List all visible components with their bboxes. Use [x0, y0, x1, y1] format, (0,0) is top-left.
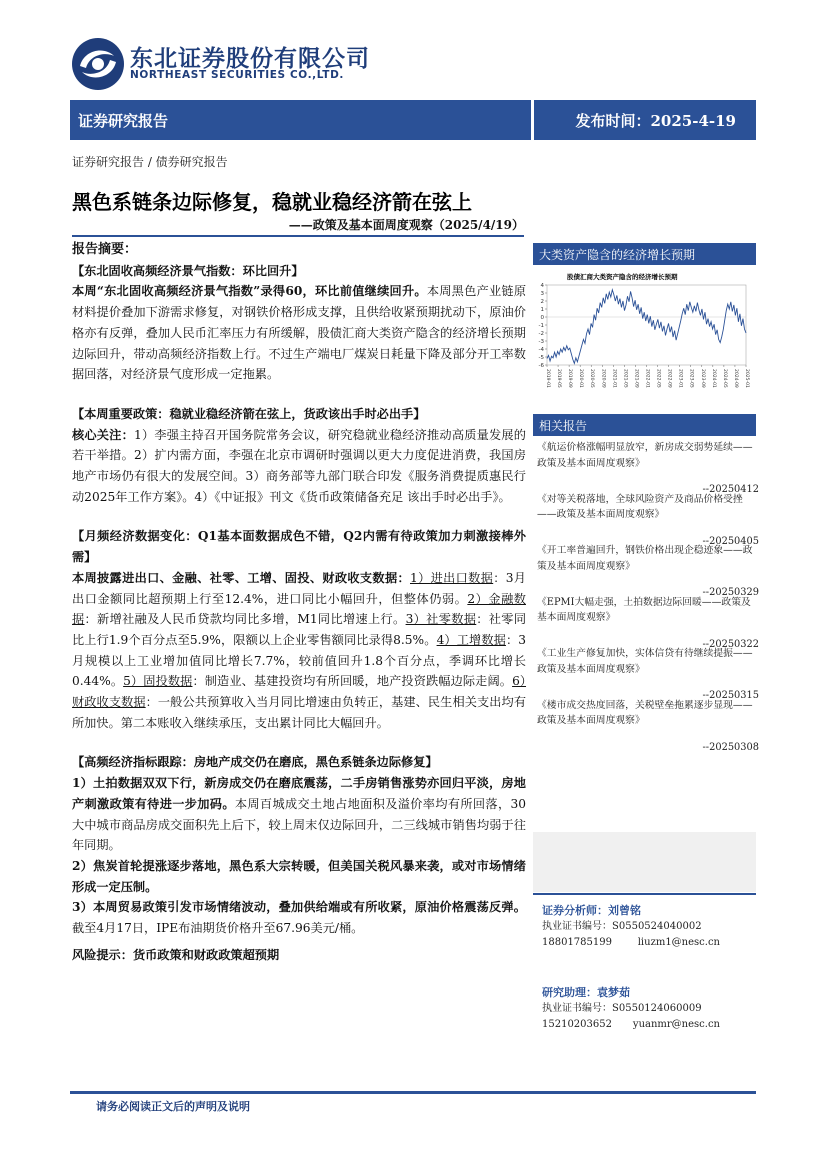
- x-tick-label: 2020-09: [600, 369, 606, 388]
- assistant-contact: [542, 1017, 720, 1033]
- section-heading: 【月频经济数据变化：Q1基本面数据成色不错，Q2内需有待政策加力刺激接棒外需】: [72, 529, 526, 565]
- chart-header: 大类资产隐含的经济增长预期: [533, 243, 756, 265]
- assistant-name: 研究助理：袁梦茹: [542, 986, 630, 999]
- section-body: [72, 568, 526, 734]
- page-subtitle: ——政策及基本面周度观察（2025/4/19）: [288, 218, 524, 232]
- x-tick-label: 2023-09: [699, 369, 705, 388]
- assistant-cert: 执业证书编号：S0550124060009: [542, 1003, 702, 1014]
- data-link: 4）工增数据: [436, 632, 506, 647]
- analyst-name: 证券分析师：刘曾铭: [542, 904, 641, 917]
- body-text: ：3月出口金额同比超预期上行至12.4%，进口同比小幅回升，但整体仍弱。: [72, 570, 526, 606]
- related-report-title[interactable]: 《楼市成交热度回落，关税壁垒拖累逐步显现——政策及基本面周度观察》: [537, 699, 753, 726]
- y-tick-label: -4: [538, 347, 544, 353]
- x-tick-label: 2021-09: [633, 369, 639, 388]
- publish-date: 发布时间：2025-4-19: [575, 112, 736, 130]
- data-link: 6）财政收支数据: [72, 674, 527, 710]
- key-point: 1）土拍数据双双下行，新房成交仍在磨底震荡，二手房销售涨势亦回归平淡，房地产刺激政策有待进一步加码。: [72, 776, 526, 811]
- section-body: [72, 425, 526, 508]
- x-tick-label: 2024-01: [710, 369, 716, 388]
- analyst-contact: [542, 935, 720, 951]
- risk-warning: [72, 945, 526, 966]
- key-point: 3）本周贸易政策引发市场情绪波动，叠加供给端或有所收紧，原油价格震荡反弹。: [72, 900, 526, 915]
- section-body: [72, 773, 526, 856]
- y-tick-label: 2: [540, 299, 544, 305]
- report-type: 证券研究报告: [78, 112, 169, 130]
- analyst-phone: 18801785199: [542, 937, 612, 948]
- x-tick-label: 2022-09: [666, 369, 672, 388]
- disclaimer-link[interactable]: 请务必阅读正文后的声明及说明: [96, 1100, 250, 1113]
- brand-name-cn: 东北证券股份有限公司: [130, 46, 370, 72]
- related-report-title[interactable]: 《EPMI大幅走强，土拍数据边际回暖——政策及基本面周度观察》: [537, 596, 751, 623]
- related-report-title[interactable]: 《工业生产修复加快，实体信贷有待继续提振——政策及基本面周度观察》: [537, 648, 753, 675]
- body-text: ：社零同比上行1.9个百分点至5.9%，限额以上企业零售额同比录得8.5%。: [72, 612, 527, 647]
- data-link: 2）金融数据: [72, 591, 526, 627]
- related-report-title[interactable]: 《开工率普遍回升，钢铁价格出现企稳迹象——政策及基本面周度观察》: [537, 545, 753, 572]
- related-report-date: --20250405: [702, 535, 759, 547]
- chart-frame: [547, 285, 746, 365]
- data-link: 1）进出口数据: [410, 570, 494, 585]
- key-point: 核心关注：: [72, 427, 134, 442]
- body-text: ：3月规模以上工业增加值同比增长7.7%，较前值回升1.8个百分点，季调环比增长0.44%。: [72, 632, 526, 689]
- abstract-title: 报告摘要：: [72, 242, 138, 257]
- key-point: 2）焦炭首轮提涨逐步落地，黑色系大宗转暖，但美国关税风暴来袭，或对市场情绪形成一定压制。: [72, 858, 526, 894]
- x-tick-label: 2021-05: [622, 369, 628, 388]
- key-point: 本周“东北固收高频经济景气指数”录得60，环比前值继续回升。: [72, 284, 427, 299]
- x-tick-label: 2024-05: [721, 369, 727, 388]
- x-tick-label: 2020-05: [589, 369, 595, 388]
- x-tick-label: 2023-05: [688, 369, 694, 388]
- section-heading: 【高频经济指标跟踪：房地产成交仍在磨底，黑色系链条边际修复】: [72, 755, 438, 770]
- analyst-cert: 执业证书编号：S0550524040002: [542, 921, 702, 932]
- analyst-card: [542, 903, 758, 951]
- assistant-phone: 15210203652: [542, 1019, 612, 1030]
- x-tick-label: 2020-01: [578, 369, 584, 388]
- assistant-email[interactable]: yuanmr@nesc.cn: [632, 1019, 720, 1030]
- analyst-divider: [533, 893, 756, 895]
- related-report-date: --20250322: [702, 638, 759, 650]
- y-tick-label: -6: [538, 363, 544, 369]
- x-tick-label: 2021-01: [611, 369, 617, 388]
- y-tick-label: 0: [540, 315, 544, 321]
- related-report-date: --20250315: [702, 690, 759, 701]
- body-text: ：一般公共预算收入当月同比增速由负转正，基建、民生相关支出均有所加快。第二本账收入继续承压，支出累计同比大幅回升。: [72, 695, 527, 730]
- x-tick-label: 2019-01: [545, 369, 550, 388]
- y-tick-label: -1: [538, 323, 544, 329]
- analyst-band: [533, 832, 756, 892]
- body-text: 1）李强主持召开国务院常务会议，研究稳就业稳经济推动高质量发展的若干举措。2）扩内需方面，李强在北京市调研时强调以更大力度促进消费，我国房地产市场仍有很大的发展空间。3）商务部等九部门联合印发《服务消费提质惠民行动2025年工作方案》。4）《中证报》刊文《货币政策储备充足 该出手时必出手》。: [72, 427, 526, 504]
- related-report-title[interactable]: 《对等关税落地，全球风险资产及商品价格受挫——政策及基本面周度观察》: [537, 493, 743, 520]
- section-body: [72, 897, 526, 938]
- body-text: 本周黑色产业链原材料提价叠加下游需求修复，对钢铁价格形成支撑，且供给收紧预期扰动下，原油价格亦有反弹，叠加人民币汇率压力有所缓解，股债汇商大类资产隐含的经济增长预期边际回升，带动高频经济指数上行。不过生产端电厂煤炭日耗量下降及部分开工率数据回落，对经济景气度形成一定拖累。: [72, 284, 527, 382]
- related-report-date: --20250329: [702, 587, 759, 598]
- series-line: [547, 290, 746, 364]
- y-tick-label: 1: [540, 307, 544, 313]
- y-tick-label: -5: [538, 355, 544, 361]
- related-report-date: --20250412: [702, 484, 759, 495]
- chart-plot: [533, 281, 756, 392]
- related-report-date: --20250308: [702, 741, 759, 753]
- body-text: ：制造业、基建投资均有所回暖，地产投资跌幅边际走阔。: [192, 674, 513, 689]
- title-divider: [72, 235, 524, 237]
- y-tick-label: -3: [538, 339, 544, 345]
- risk-label: 风险提示：: [72, 947, 133, 962]
- footer-divider: [70, 1091, 756, 1094]
- body-text: 截至4月17日，IPE布油期货价格升至67.96美元/桶。: [72, 921, 364, 936]
- y-tick-label: -2: [538, 331, 544, 337]
- risk-text: 货币政策和财政政策超预期: [132, 947, 280, 962]
- key-point: 本周披露进出口、金融、社零、工增、固投、财政收支数据：: [72, 570, 410, 585]
- assistant-card: [542, 985, 758, 1033]
- body-text: ：新增社融及人民币贷款均同比多增，M1同比增速上行。: [84, 612, 406, 627]
- x-tick-label: 2019-09: [567, 369, 573, 388]
- company-logo: [70, 36, 126, 92]
- x-tick-label: 2022-01: [644, 369, 650, 388]
- section-heading: 【本周重要政策：稳就业稳经济箭在弦上，货政该出手时必出手】: [72, 406, 426, 421]
- breadcrumb: 证券研究报告 / 债券研究报告: [72, 155, 228, 169]
- chart-title: 股债汇商大类资产隐含的经济增长预期: [567, 273, 678, 281]
- x-tick-label: 2024-09: [732, 369, 738, 388]
- x-tick-label: 2023-01: [677, 369, 683, 388]
- x-tick-label: 2025-01: [744, 369, 749, 388]
- section-body: [72, 281, 526, 385]
- x-tick-label: 2019-05: [556, 369, 562, 388]
- related-report-title[interactable]: 《航运价格涨幅明显放窄，新房成交弱势延续——政策及基本面周度观察》: [537, 442, 753, 469]
- y-tick-label: 4: [540, 283, 544, 289]
- header-banner: [70, 100, 756, 140]
- page-title: 黑色系链条边际修复，稳就业稳经济箭在弦上: [72, 190, 472, 214]
- banner-divider: [531, 100, 534, 140]
- report-abstract: [72, 240, 526, 966]
- x-tick-label: 2022-05: [655, 369, 661, 388]
- data-link: 5）固投数据: [123, 674, 193, 689]
- body-text: 本周百城成交土地占地面积及溢价率均有所回落，30大中城市商品房成交面积先上后下，较上周末仅边际回升，二三线城市销售均弱于往年同期。: [72, 796, 527, 853]
- related-reports-header: 相关报告: [533, 414, 756, 436]
- y-tick-label: 3: [540, 291, 544, 297]
- section-heading: 【东北固收高频经济景气指数：环比回升】: [72, 263, 304, 278]
- data-link: 3）社零数据: [405, 612, 477, 627]
- growth-expectation-chart: [533, 265, 756, 392]
- brand-name-en: NORTHEAST SECURITIES CO.,LTD.: [130, 69, 344, 81]
- analyst-email[interactable]: liuzm1@nesc.cn: [637, 937, 720, 948]
